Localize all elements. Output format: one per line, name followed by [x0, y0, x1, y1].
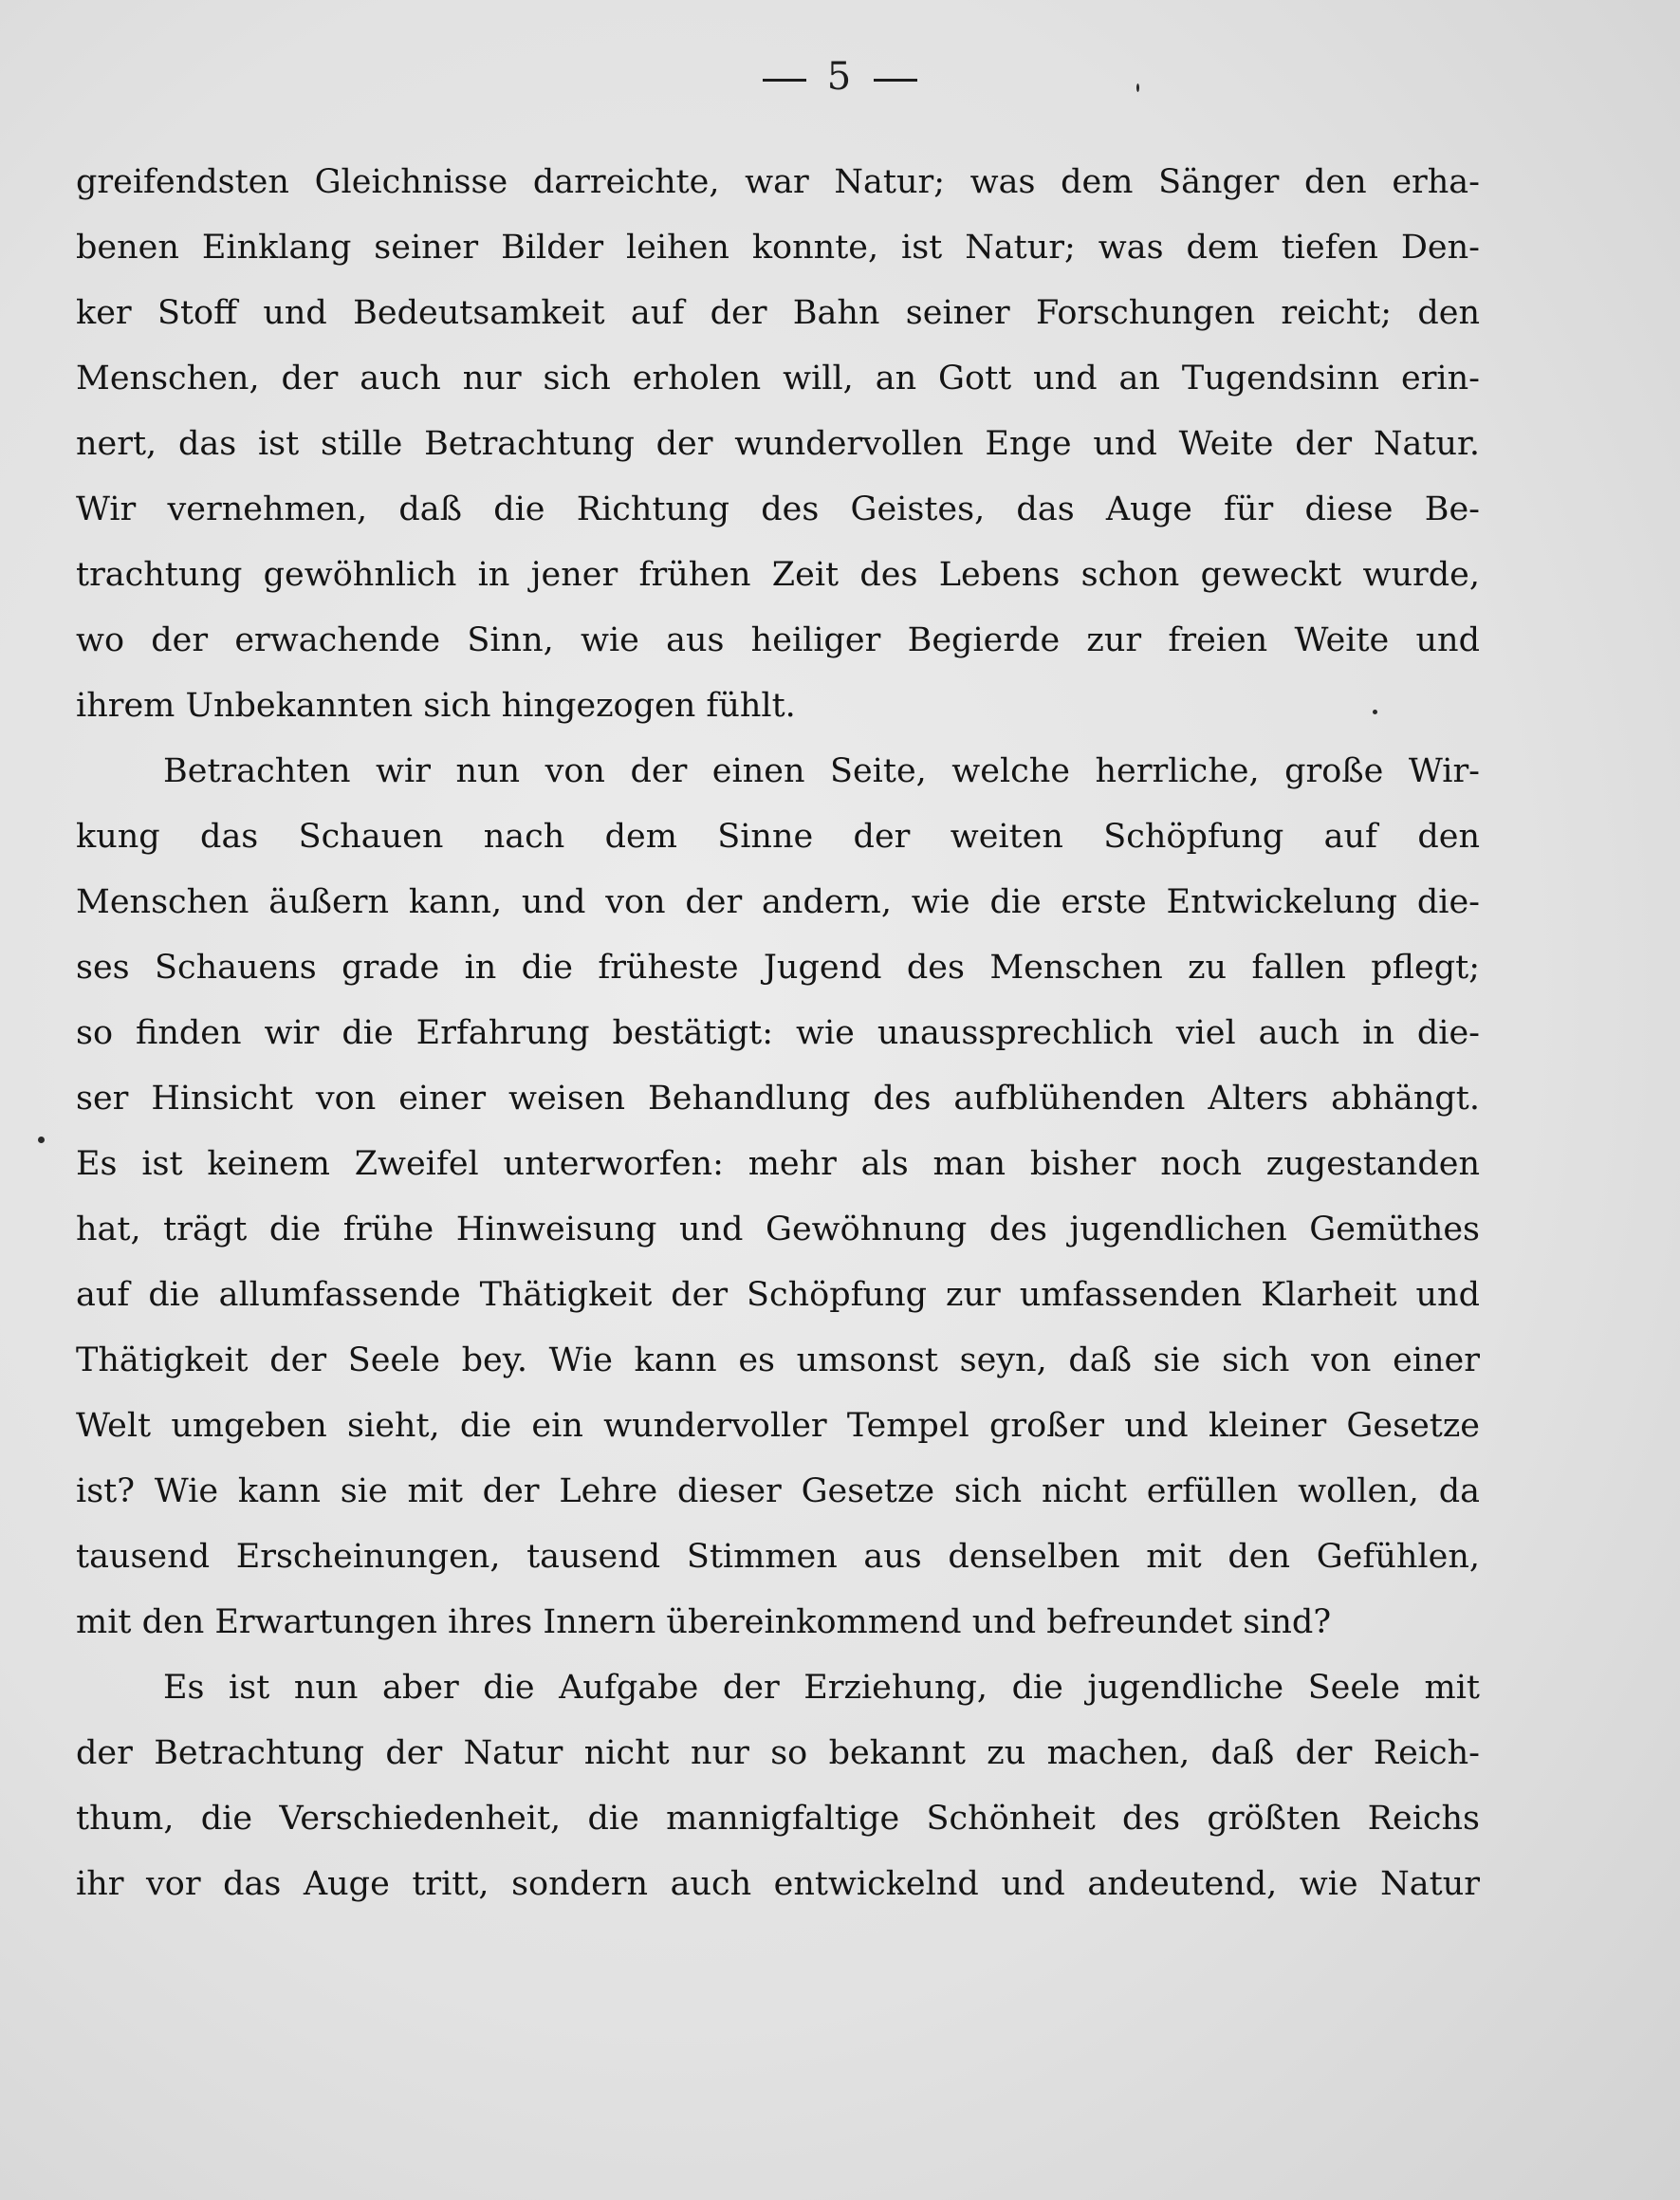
paragraph-2 — [76, 739, 1480, 1655]
text-line: Wir vernehmen, daß die Richtung des Geistes, das Auge für diese Be- — [76, 490, 1480, 528]
left-dash — [763, 79, 806, 82]
page-number: 5 — [826, 55, 854, 99]
ink-speck — [38, 1137, 45, 1143]
text-line: tausend Erscheinungen, tausend Stimmen aus denselben mit den Gefühlen, — [76, 1538, 1480, 1576]
text-line: ihr vor das Auge tritt, sondern auch entwickelnd und andeutend, wie Natur — [76, 1865, 1480, 1903]
text-line: auf die allumfassende Thätigkeit der Schöpfung zur umfassenden Klarheit und — [76, 1276, 1480, 1314]
text-line: nert, das ist stille Betrachtung der wundervollen Enge und Weite der Natur. — [76, 425, 1480, 463]
text-line: Menschen äußern kann, und von der andern, wie die erste Entwickelung die- — [76, 883, 1480, 921]
text-line: trachtung gewöhnlich in jener frühen Zeit des Lebens schon geweckt wurde, — [76, 556, 1480, 594]
text-line: wo der erwachende Sinn, wie aus heiliger Begierde zur freien Weite und — [76, 621, 1480, 659]
page-number-header — [0, 55, 1680, 99]
text-line: Betrachten wir nun von der einen Seite, welche herrliche, große Wir- — [163, 752, 1480, 790]
text-line: so finden wir die Erfahrung bestätigt: wie unaussprechlich viel auch in die- — [76, 1014, 1480, 1052]
text-line: benen Einklang seiner Bilder leihen konnte, ist Natur; was dem tiefen Den- — [76, 229, 1480, 267]
text-line: hat, trägt die frühe Hinweisung und Gewöhnung des jugendlichen Gemüthes — [76, 1211, 1480, 1248]
paragraph-1 — [76, 150, 1480, 739]
text-line: Es ist keinem Zweifel unterworfen: mehr als man bisher noch zugestanden — [76, 1145, 1480, 1183]
text-line: greifendsten Gleichnisse darreichte, war Natur; was dem Sänger den erha- — [76, 163, 1480, 201]
text-line: kung das Schauen nach dem Sinne der weiten Schöpfung auf den — [76, 818, 1480, 856]
text-line: Es ist nun aber die Aufgabe der Erziehung, die jugendliche Seele mit — [163, 1669, 1480, 1707]
text-line: thum, die Verschiedenheit, die mannigfaltige Schönheit des größten Reichs — [76, 1800, 1480, 1838]
paragraph-3 — [76, 1655, 1480, 1917]
text-line: Welt umgeben sieht, die ein wundervoller Tempel großer und kleiner Gesetze — [76, 1407, 1480, 1445]
text-line: ker Stoff und Bedeutsamkeit auf der Bahn seiner Forschungen reicht; den — [76, 294, 1480, 332]
text-line: ist? Wie kann sie mit der Lehre dieser Gesetze sich nicht erfüllen wollen, da — [76, 1472, 1480, 1510]
text-line: mit den Erwartungen ihres Innern übereinkommend und befreundet sind? — [76, 1603, 1332, 1641]
text-line: ihrem Unbekannten sich hingezogen fühlt. — [76, 687, 796, 725]
right-dash — [874, 79, 917, 82]
body-text — [76, 150, 1480, 1917]
text-line: Menschen, der auch nur sich erholen will, an Gott und an Tugendsinn erin- — [76, 360, 1480, 397]
text-line: ses Schauens grade in die früheste Jugend des Menschen zu fallen pflegt; — [76, 949, 1480, 987]
text-line: ser Hinsicht von einer weisen Behandlung des aufblühenden Alters abhängt. — [76, 1080, 1480, 1118]
text-line: Thätigkeit der Seele bey. Wie kann es umsonst seyn, daß sie sich von einer — [76, 1341, 1480, 1379]
ink-speck — [1136, 83, 1139, 92]
ink-speck — [1373, 710, 1377, 714]
text-line: der Betrachtung der Natur nicht nur so bekannt zu machen, daß der Reich- — [76, 1734, 1480, 1772]
